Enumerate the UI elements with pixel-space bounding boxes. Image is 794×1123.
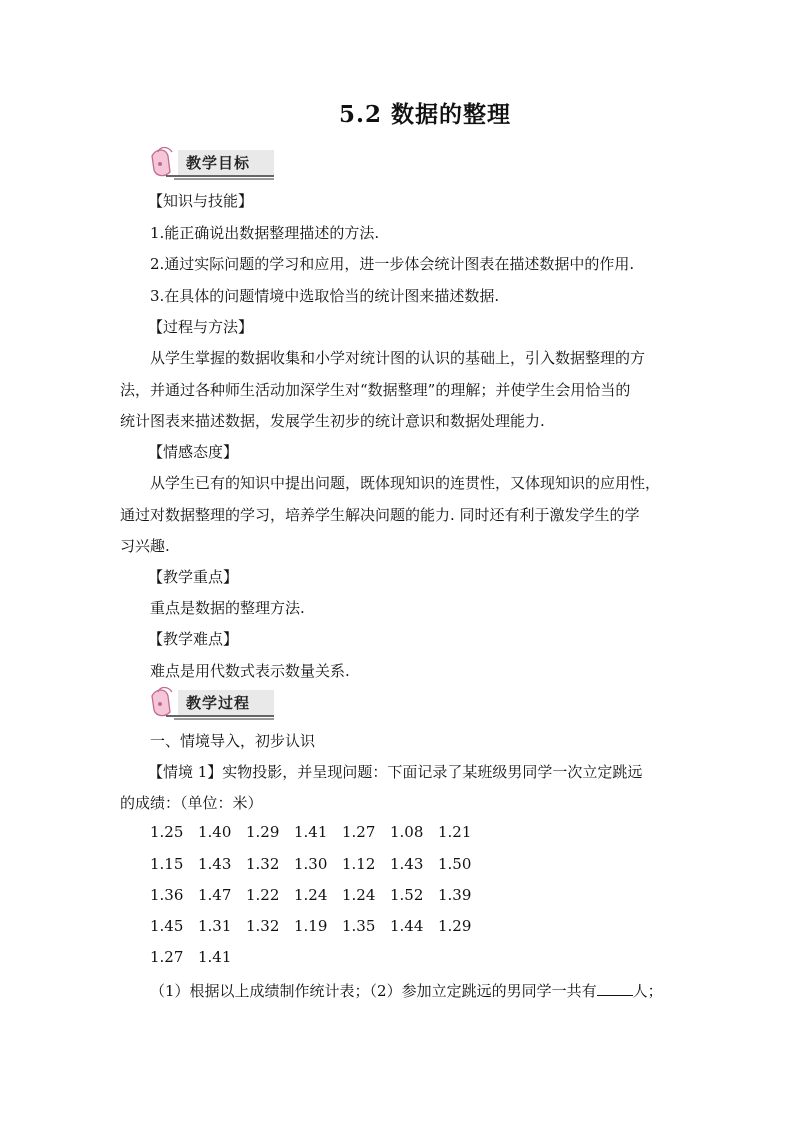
data-cell: 1.08 — [390, 823, 424, 841]
data-cell: 1.41 — [198, 948, 232, 966]
data-cell: 1.47 — [198, 886, 232, 904]
data-cell: 1.29 — [246, 823, 280, 841]
section-heading-1: 一、情境导入，初步认识 — [150, 732, 316, 750]
data-cell: 1.32 — [246, 917, 280, 935]
knowledge-heading: 【知识与技能】 — [148, 192, 254, 210]
attitude-line-2: 通过对数据整理的学习，培养学生解决问题的能力. 同时还有利于激发学生的学 — [120, 506, 640, 524]
method-line-2: 法，并通过各种师生活动加深学生对“数据整理”的理解；并使学生会用恰当的 — [120, 381, 631, 399]
knowledge-item-2: 2.通过实际问题的学习和应用，进一步体会统计图表在描述数据中的作用. — [150, 255, 635, 273]
key-point-text: 重点是数据的整理方法. — [150, 599, 305, 617]
method-line-1: 从学生掌握的数据收集和小学对统计图的认识的基础上，引入数据整理的方 — [150, 349, 646, 367]
data-cell: 1.12 — [342, 855, 376, 873]
data-cell: 1.50 — [438, 855, 472, 873]
data-cell: 1.31 — [198, 917, 232, 935]
question-text: （1）根据以上成绩制作统计表；（2）参加立定跳远的男同学一共有 — [150, 982, 597, 1000]
data-cell: 1.21 — [438, 823, 472, 841]
data-cell: 1.30 — [294, 855, 328, 873]
data-cell: 1.19 — [294, 917, 328, 935]
data-cell: 1.44 — [390, 917, 424, 935]
data-cell: 1.32 — [246, 855, 280, 873]
banner-teaching-process — [146, 686, 278, 722]
key-point-heading: 【教学重点】 — [148, 568, 239, 586]
situation-line-1: 【情境 1】实物投影，并呈现问题：下面记录了某班级男同学一次立定跳远 — [148, 763, 643, 781]
attitude-line-1: 从学生已有的知识中提出问题，既体现知识的连贯性，又体现知识的应用性， — [150, 474, 661, 492]
data-cell: 1.24 — [294, 886, 328, 904]
data-cell: 1.27 — [150, 948, 184, 966]
data-row-3 — [150, 886, 486, 904]
data-cell: 1.27 — [342, 823, 376, 841]
difficulty-heading: 【教学难点】 — [148, 630, 239, 648]
data-cell: 1.40 — [198, 823, 232, 841]
data-cell: 1.43 — [390, 855, 424, 873]
data-cell: 1.35 — [342, 917, 376, 935]
data-cell: 1.45 — [150, 917, 184, 935]
page-title: 5.2 数据的整理 — [338, 101, 512, 128]
knowledge-item-3: 3.在具体的问题情境中选取恰当的统计图来描述数据. — [150, 287, 500, 305]
data-row-4 — [150, 917, 486, 935]
data-row-2 — [150, 855, 486, 873]
question-line — [150, 980, 663, 1001]
question-text-end: 人； — [632, 982, 663, 1000]
data-cell: 1.41 — [294, 823, 328, 841]
knowledge-item-1: 1.能正确说出数据整理描述的方法. — [150, 224, 380, 242]
answer-blank[interactable] — [597, 981, 633, 996]
difficulty-text: 难点是用代数式表示数量关系. — [150, 662, 350, 680]
attitude-line-3: 习兴趣. — [120, 537, 170, 555]
data-row-5 — [150, 948, 246, 966]
method-heading: 【过程与方法】 — [148, 318, 254, 336]
situation-line-2: 的成绩：（单位：米） — [120, 794, 263, 812]
data-cell: 1.22 — [246, 886, 280, 904]
method-line-3: 统计图表来描述数据，发展学生初步的统计意识和数据处理能力. — [120, 412, 545, 430]
data-row-1 — [150, 823, 486, 841]
banner-process-text: 教学过程 — [186, 694, 251, 712]
data-cell: 1.29 — [438, 917, 472, 935]
data-cell: 1.52 — [390, 886, 424, 904]
data-cell: 1.15 — [150, 855, 184, 873]
data-cell: 1.39 — [438, 886, 472, 904]
banner-goals-text: 教学目标 — [186, 154, 251, 172]
data-cell: 1.43 — [198, 855, 232, 873]
data-cell: 1.24 — [342, 886, 376, 904]
attitude-heading: 【情感态度】 — [148, 443, 239, 461]
data-cell: 1.36 — [150, 886, 184, 904]
data-cell: 1.25 — [150, 823, 184, 841]
banner-teaching-goals — [146, 146, 278, 182]
